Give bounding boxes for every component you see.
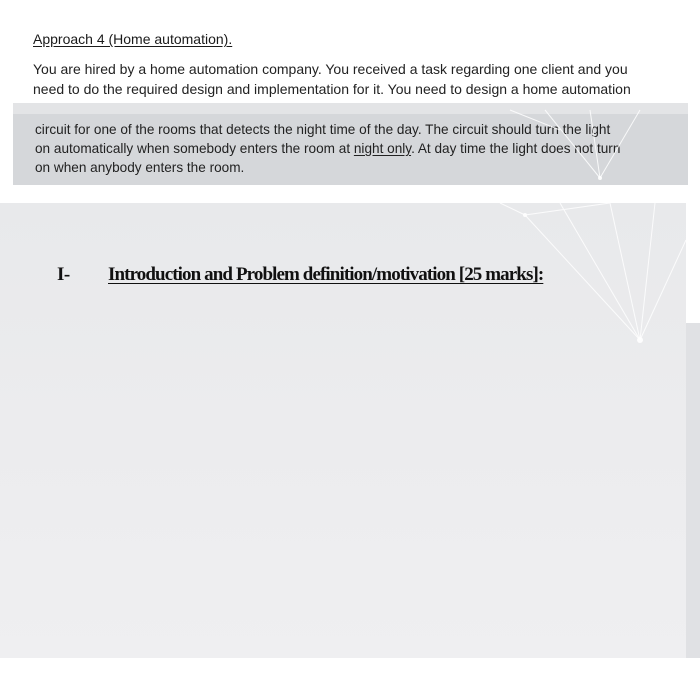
section-gap (0, 185, 700, 203)
approach-heading: Approach 4 (Home automation). (33, 31, 233, 47)
section-title: Introduction and Problem definition/motivation [25 marks]: (108, 264, 544, 285)
task-line-4-end: . At day time the light does not turn (411, 141, 621, 156)
bottom-margin (0, 658, 700, 700)
task-paragraph-top (33, 59, 688, 99)
task-line-3: circuit for one of the rooms that detects the night time of the day. The circuit should turn the light (35, 122, 611, 137)
task-paragraph-continued (35, 120, 680, 177)
right-edge-strip (686, 323, 700, 658)
night-only-emphasis: night only (353, 141, 412, 156)
task-line-5: on when anybody enters the room. (35, 160, 245, 175)
section-number: I- (57, 264, 70, 285)
band-top-strip (13, 103, 688, 114)
task-line-2: need to do the required design and implementation for it. You need to design a home automation (33, 81, 631, 97)
task-line-4-start: on automatically when somebody enters the room at (35, 141, 354, 156)
intro-block (0, 0, 700, 103)
task-paragraph-band (13, 103, 688, 185)
task-line-1: You are hired by a home automation company. You received a task regarding one client and you (33, 61, 628, 77)
task-line-4 (35, 139, 680, 158)
